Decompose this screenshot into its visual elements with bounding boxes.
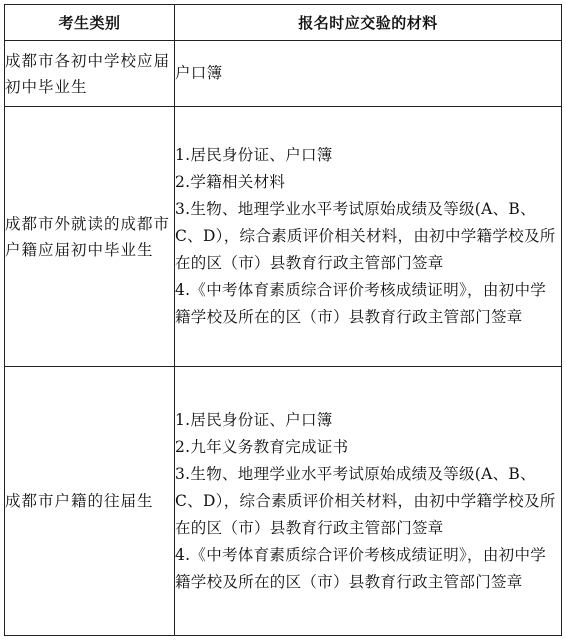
- materials-cell: [175, 367, 562, 636]
- material-item: 2.九年义务教育完成证书: [175, 437, 349, 456]
- material-item: 3.生物、地理学业水平考试原始成绩及等级(A、B、C、D），综合素质评价相关材料，由初中学籍学校及所在的区（市）县教育行政主管部门签章: [175, 200, 556, 272]
- registration-materials-table: [4, 4, 562, 636]
- material-item: 户口簿: [175, 64, 223, 82]
- header-materials: 报名时应交验的材料: [175, 5, 562, 41]
- table-row: [5, 41, 562, 107]
- category-cell: 成都市户籍的往届生: [5, 367, 175, 636]
- table-row: [5, 367, 562, 636]
- materials-cell: [175, 41, 562, 107]
- table-header-row: [5, 5, 562, 41]
- materials-cell: [175, 107, 562, 367]
- material-item: 2.学籍相关材料: [175, 173, 286, 191]
- table-row: [5, 107, 562, 367]
- material-item: 4.《中考体育素质综合评价考核成绩证明》，由初中学籍学校及所在的区（市）县教育行政主管部门签章: [175, 545, 547, 591]
- category-cell: 成都市外就读的成都市户籍应届初中毕业生: [5, 107, 175, 367]
- material-item: 1.居民身份证、户口簿: [175, 410, 333, 429]
- header-category: 考生类别: [5, 5, 175, 41]
- material-item: 3.生物、地理学业水平考试原始成绩及等级(A、B、C、D），综合素质评价相关材料，由初中学籍学校及所在的区（市）县教育行政主管部门签章: [175, 464, 556, 537]
- category-cell: 成都市各初中学校应届初中毕业生: [5, 41, 175, 107]
- material-item: 4.《中考体育素质综合评价考核成绩证明》，由初中学籍学校及所在的区（市）县教育行政主管部门签章: [175, 281, 547, 326]
- material-item: 1.居民身份证、户口簿: [175, 146, 333, 164]
